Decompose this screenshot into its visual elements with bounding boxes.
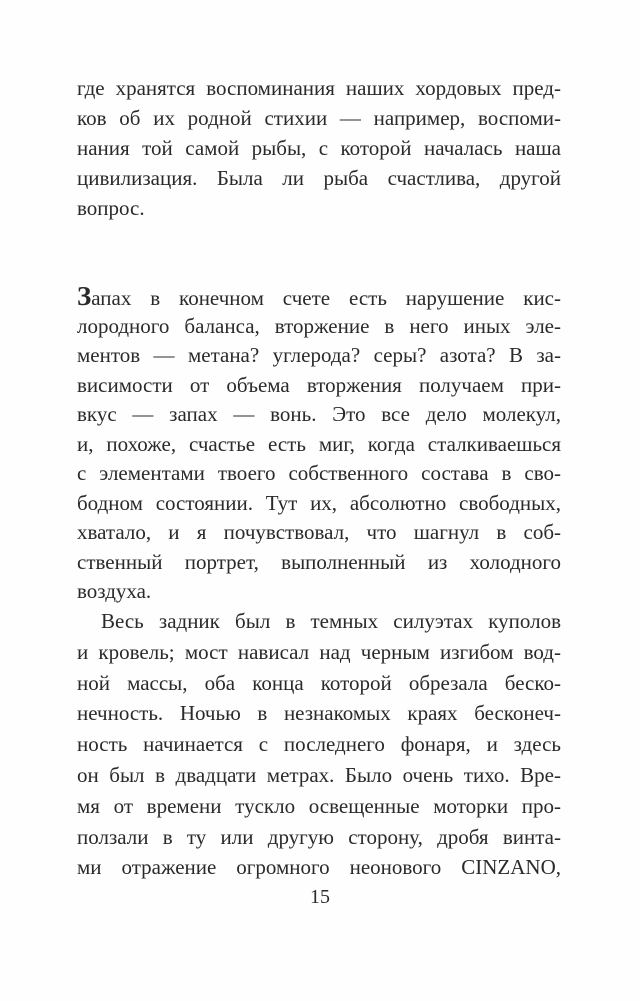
text-line: воздуха. — [77, 579, 152, 603]
text-line: ми отражение огромного неонового CINZANO, — [77, 855, 561, 880]
text-line: цивилизация. Была ли рыба счастлива, другой — [77, 166, 561, 190]
initial-letter: З — [77, 281, 92, 311]
text-line: висимости от объема вторжения получаем при- — [77, 372, 561, 397]
text-line: ползали в ту или другую сторону, дробя винта- — [77, 824, 561, 849]
text-line: лородного баланса, вторжение в него иных эле- — [77, 313, 561, 338]
paragraph-continuation — [77, 73, 561, 223]
text-line: он был в двадцати метрах. Было очень тихо. Вре- — [77, 762, 561, 787]
text-line: нечность. Ночью в незнакомых краях бесконеч- — [77, 701, 561, 726]
text-line: ментов — метана? углерода? серы? азота? В за- — [77, 343, 561, 367]
text-line: нания той самой рыбы, с которой началась наша — [77, 136, 561, 160]
text-line: вопрос. — [77, 196, 145, 220]
text-line-first — [77, 281, 561, 311]
text-line: ственный портрет, выполненный из холодного — [77, 549, 561, 574]
text-line: Весь задник был в темных силуэтах куполов — [101, 609, 561, 633]
paragraph — [77, 606, 561, 883]
text-line: бодном состоянии. Тут их, абсолютно свободных, — [77, 490, 561, 515]
text-line: ков об их родной стихии — например, воспоми- — [77, 106, 561, 130]
text-line: с элементами твоего собственного состава в сво- — [77, 461, 561, 485]
text-line: и кровель; мост нависал над черным изгибом вод- — [77, 639, 561, 664]
text-line: ность начинается с последнего фонаря, и здесь — [77, 732, 561, 757]
text-line: хватало, и я почувствовал, что шагнул в соб- — [77, 520, 561, 544]
text-line: вкус — запах — вонь. Это все дело молекул, — [77, 402, 561, 426]
text-line: и, похоже, счастье есть миг, когда сталкиваешься — [77, 431, 561, 456]
text-line-rest: апах в конечном счете есть нарушение кис- — [91, 286, 561, 310]
text-line: где хранятся воспоминания наших хордовых пред- — [77, 76, 561, 100]
text-line: ной массы, оба конца которой обрезала беско- — [77, 670, 561, 695]
text-line: мя от времени тускло освещенные моторки про- — [77, 793, 561, 818]
page-number: 15 — [310, 886, 330, 908]
section-paragraph — [77, 281, 561, 606]
